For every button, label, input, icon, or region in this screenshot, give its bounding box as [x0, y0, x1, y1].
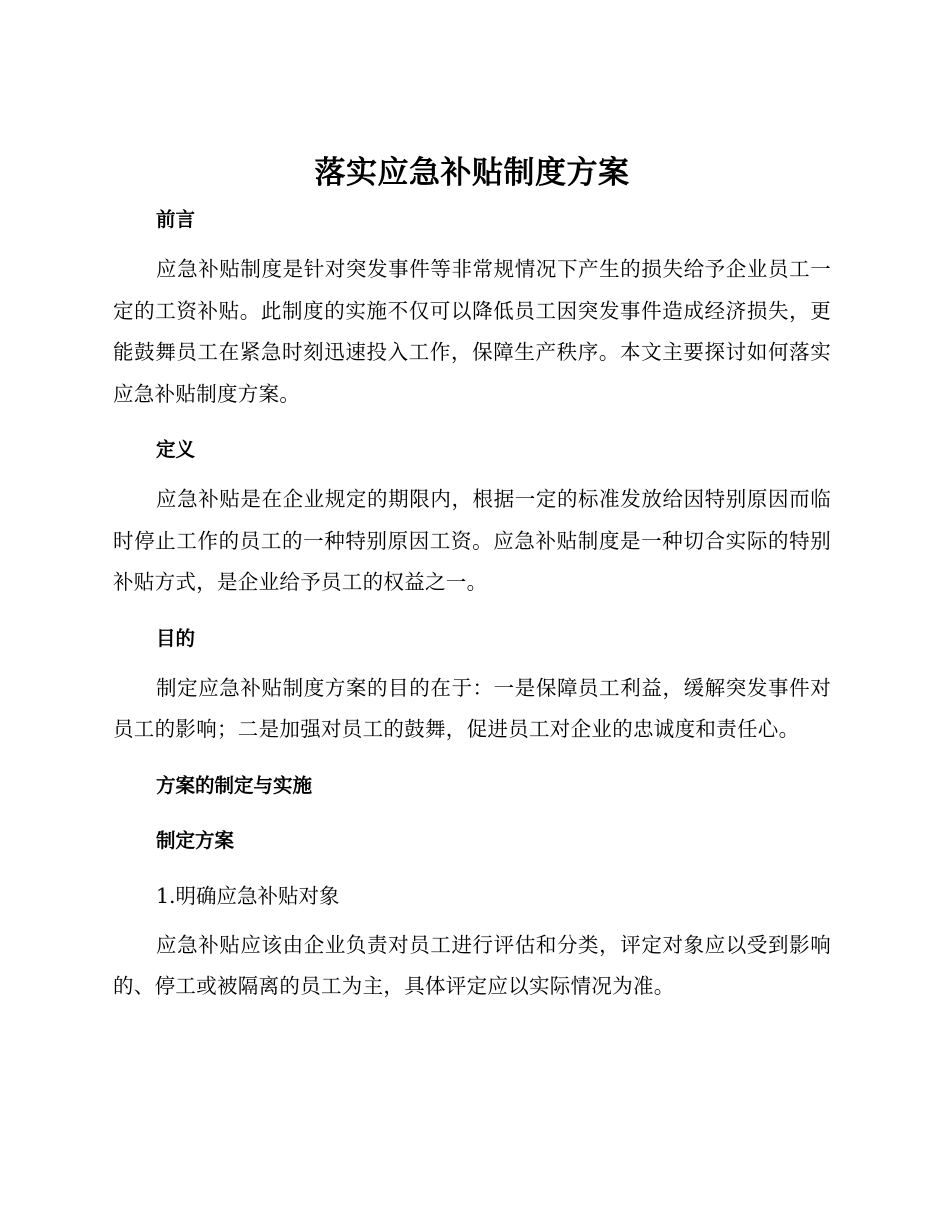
document-page [113, 150, 831, 1008]
list-item-label: 1.明确应急补贴对象 [156, 883, 340, 908]
section-heading-preface: 前言 [156, 208, 196, 231]
section-paragraph-purpose: 制定应急补贴制度方案的目的在于：一是保障员工利益，缓解突发事件对员工的影响；二是加强对员工的鼓舞，促进员工对企业的忠诚度和责任心。 [113, 675, 831, 741]
document-title: 落实应急补贴制度方案 [314, 155, 630, 191]
section-heading-purpose: 目的 [156, 626, 196, 650]
section-paragraph-preface: 应急补贴制度是针对突发事件等非常规情况下产生的损失给予企业员工一定的工资补贴。此制度的实施不仅可以降低员工因突发事件造成经济损失，更能鼓舞员工在紧急时刻迅速投入工作，保障生产秩序。本文主要探讨如何落实应急补贴制度方案。 [113, 257, 831, 406]
section-heading-formulation: 制定方案 [156, 828, 235, 852]
section-heading-implementation: 方案的制定与实施 [156, 773, 313, 797]
section-paragraph-definition: 应急补贴是在企业规定的期限内，根据一定的标准发放给因特别原因而临时停止工作的员工的一种特别原因工资。应急补贴制度是一种切合实际的特别补贴方式，是企业给予员工的权益之一。 [113, 487, 831, 594]
section-heading-definition: 定义 [156, 438, 196, 461]
list-item-paragraph: 应急补贴应该由企业负责对员工进行评估和分类，评定对象应以受到影响的、停工或被隔离的员工为主，具体评定应以实际情况为准。 [113, 932, 831, 998]
